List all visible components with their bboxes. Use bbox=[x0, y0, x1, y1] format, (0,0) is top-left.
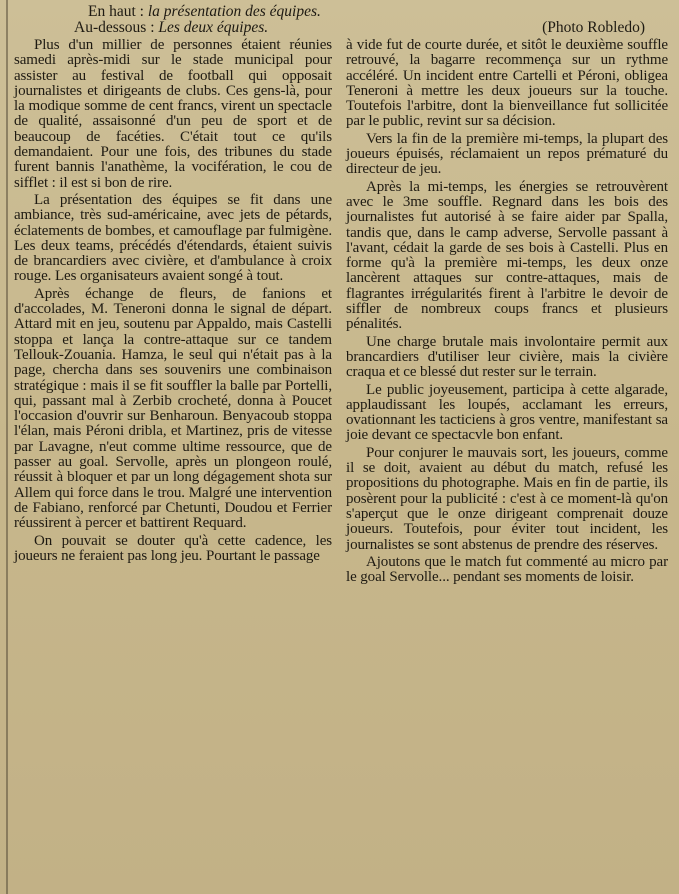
paragraph: Ajoutons que le match fut commenté au micro par le goal Servolle... pendant ses moments de loisir. bbox=[346, 553, 668, 586]
right-column bbox=[346, 38, 668, 587]
caption-line-top bbox=[14, 4, 671, 20]
caption-line-bottom bbox=[14, 20, 671, 36]
paragraph: à vide fut de courte durée, et sitôt le deuxième souffle retrouvé, la bagarre recommença sur un rythme accéléré. Un incident entre Cartelli et Péroni, obligea Teneroni à mettre les deux joueurs sur la touche. Toutefois l'arbitre, dont la bienveillance fut sollicitée par le public, revint sur sa décision. bbox=[346, 37, 668, 130]
paragraph: Le public joyeusement, participa à cette algarade, applaudissant les loupés, acclamant les erreurs, ovationnant les tacticiens à gros ventre, manifestant sa joie devant ce spectacvle bon enfant. bbox=[346, 381, 668, 444]
paragraph: Pour conjurer le mauvais sort, les joueurs, comme il se doit, avaient au début du match, refusé les propositions du photographe. Mais en fin de partie, ils posèrent pour la publicité : c'est à ce moment-là qu'on s'aperçut que le onze dirigeant comprenait douze joueurs. Toutefois, pour éviter tout incident, les journalistes se sont abstenus de prendre des réserves. bbox=[346, 444, 668, 553]
caption-top-label: En haut : bbox=[88, 3, 148, 20]
paragraph: Vers la fin de la première mi-temps, la plupart des joueurs épuisés, réclamaient un repos prématuré du directeur de jeu. bbox=[346, 130, 668, 178]
photo-credit: (Photo Robledo) bbox=[542, 19, 645, 36]
paragraph: La présentation des équipes se fit dans une ambiance, très sud-américaine, avec jets de pétards, éclatements de bombes, et camouflage par fulmigène. Les deux teams, précédés d'étendards, étaient suivis de brancardiers avec civière, et d'ambulance à croix rouge. Les organisateurs avaient songé à tout. bbox=[14, 191, 332, 285]
column-rule bbox=[6, 0, 8, 894]
caption-bottom-label: Au-dessous : bbox=[74, 19, 159, 36]
caption-bottom-text: Les deux équipes. bbox=[158, 19, 269, 36]
paragraph: Plus d'un millier de personnes étaient réunies samedi après-midi sur le stade municipal pour assister au festival de football qui opposait journalistes et dirigeants de clubs. Ces gens-là, pour la modique somme de cent francs, virent un spectacle de qualité, assaisonné d'un peu de sport et de beaucoup de facéties. C'était tout ce qu'ils demandaient. Pour une fois, des tribunes du stade furent bannis l'anathème, la vocifération, le cou de sifflet : il est si bon de rire. bbox=[14, 37, 332, 191]
paragraph: On pouvait se douter qu'à cette cadence, les joueurs ne feraient pas long jeu. Pourtant le passage bbox=[14, 532, 332, 564]
left-column bbox=[14, 38, 332, 587]
paragraph: Une charge brutale mais involontaire permit aux brancardiers d'utiliser leur civière, mais la civière craqua et ce blessé dut rester sur le terrain. bbox=[346, 333, 668, 381]
article-body bbox=[14, 38, 671, 587]
paragraph: Après la mi-temps, les énergies se retrouvèrent avec le 3me souffle. Regnard dans les bois des journalistes fut autorisé à se faire aider par Spalla, tandis que, dans le camp adverse, Servolle passant à l'avant, cédait la garde de ses bois à Castelli. Plus en forme qu'à la première mi-temps, les deux onze lancèrent attaques sur contre-attaques, mais de flagrantes irrégularités firent à l'arbitre le devoir de siffler de nombreux coups francs et plusieurs pénalités. bbox=[346, 178, 668, 333]
caption-top-text: la présentation des équipes. bbox=[147, 3, 321, 20]
paragraph: Après échange de fleurs, de fanions et d'accolades, M. Teneroni donna le signal de départ. Attard mit en jeu, soutenu par Appaldo, mais Castelli stoppa et lança la contre-attaque sur ce tandem Tellouk-Zouania. Hamza, le seul qui n'était pas à la page, chercha dans ses souvenirs une combinaison stratégique : mais il se fit souffler la balle par Portelli, qui, passant mal à Zerbib crocheté, donna à Poucet l'occasion d'ouvrir sur Benharoun. Benyacoub stoppa l'élan, mais Péroni dribla, et Martinez, pris de vitesse par Lavagne, n'eut comme ultime ressource, que de passer au goal. Servolle, après un plongeon roulé, réussit à bloquer et par un long dégagement shota sur Allem qui force dans le trou. Malgré une intervention de Fabiano, renforcé par Chetunti, Doudou et Ferrier réussirent à percer et battirent Requard. bbox=[14, 285, 332, 532]
